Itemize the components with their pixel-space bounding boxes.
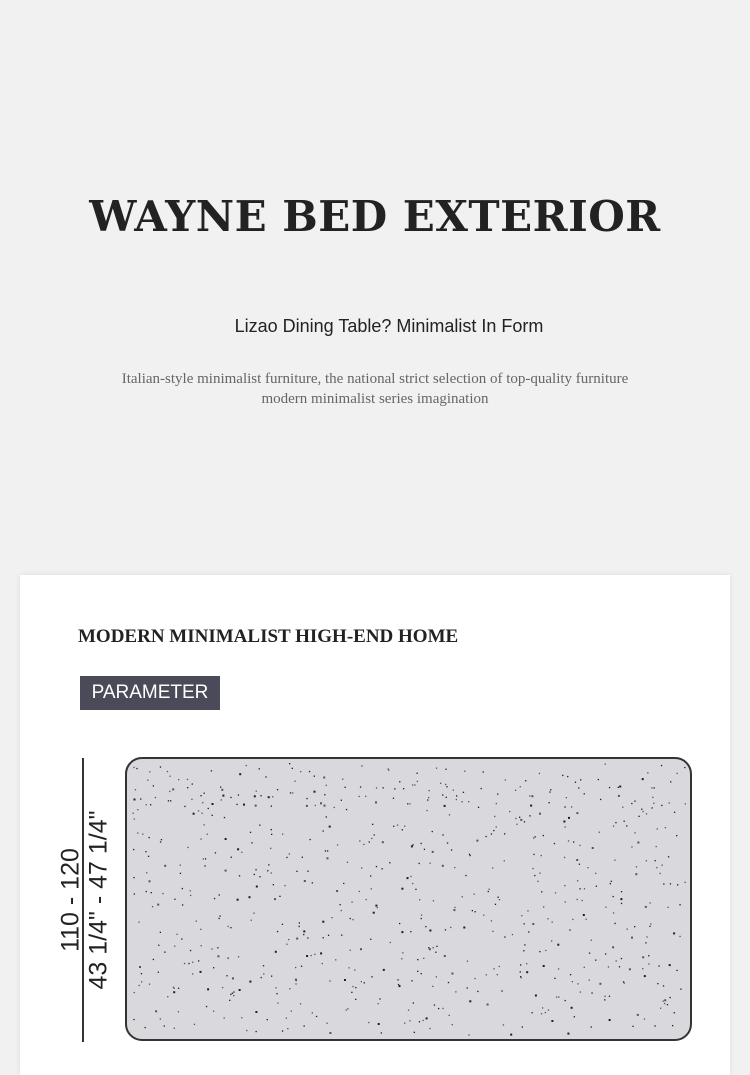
tabletop-shape: [126, 758, 691, 1040]
page-subtitle: Lizao Dining Table? Minimalist In Form: [234, 316, 544, 336]
parameter-card: [20, 575, 730, 1075]
dimension-inch-label: 43 1/4" - 47 1/4": [84, 810, 113, 990]
card-heading: MODERN MINIMALIST HIGH-END HOME: [78, 626, 459, 647]
parameter-badge: PARAMETER: [80, 676, 220, 710]
dimension-cm-label: 110 - 120: [56, 848, 85, 952]
page-description: Italian-style minimalist furniture, the national strict selection of top-quality furniture modern minimalist series imagination: [121, 371, 629, 407]
page-title: WAYNE BED EXTERIOR: [89, 192, 661, 241]
tabletop-drawing: [50, 753, 700, 1053]
